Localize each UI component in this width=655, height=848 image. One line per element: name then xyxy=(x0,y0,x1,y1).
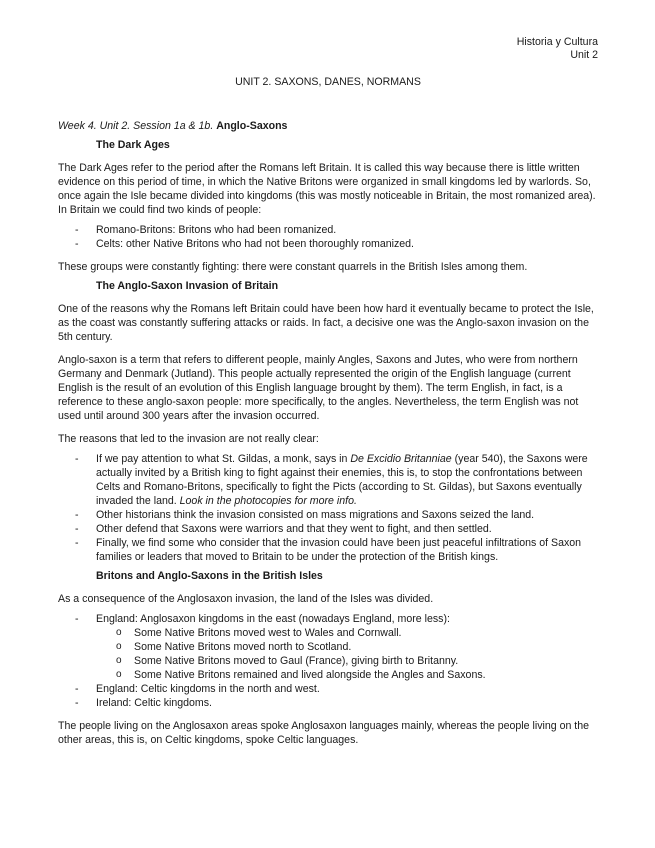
list-item-text: Ireland: Celtic kingdoms. xyxy=(96,697,212,709)
list-item xyxy=(58,223,598,237)
invasion-paragraph-3: The reasons that led to the invasion are not really clear: xyxy=(58,433,319,445)
sub-list-item-text: Some Native Britons remained and lived alongside the Angles and Saxons. xyxy=(134,669,486,681)
circle-marker: o xyxy=(116,655,122,666)
dark-ages-paragraph-1: The Dark Ages refer to the period after the Romans left Britain. It is called this way because there is little written evidence on this period of time, in which the Native Britons were organized in small kingdoms led by warlords. So, once again the Isle became divided into kingdoms (this was mostly noticeable in Britain, the most romanized area). In Britain we could find two kinds of people: xyxy=(58,162,596,216)
people-list xyxy=(58,223,598,251)
dash-marker: - xyxy=(75,523,79,535)
dash-marker: - xyxy=(75,697,79,709)
reason-text-a: If we pay attention to what St. Gildas, a monk, says in xyxy=(96,453,351,465)
heading-invasion: The Anglo-Saxon Invasion of Britain xyxy=(96,280,279,292)
reasons-list xyxy=(58,452,598,564)
sub-list-item-text: Some Native Britons moved north to Scotland. xyxy=(134,641,352,653)
heading-britons: Britons and Anglo-Saxons in the British Isles xyxy=(96,570,323,582)
session-topic: Anglo-Saxons xyxy=(216,120,288,132)
page-header xyxy=(58,36,598,62)
photocopies-note: Look in the photocopies for more info. xyxy=(179,495,357,507)
sub-list-item xyxy=(96,626,598,640)
list-item xyxy=(58,452,598,508)
heading-dark-ages: The Dark Ages xyxy=(96,139,170,151)
list-item xyxy=(58,682,598,696)
circle-marker: o xyxy=(116,641,122,652)
dash-marker: - xyxy=(75,453,79,465)
dash-marker: - xyxy=(75,683,79,695)
list-item xyxy=(58,696,598,710)
dark-ages-paragraph-2: These groups were constantly fighting: there were constant quarrels in the British Isles among them. xyxy=(58,261,528,273)
britons-paragraph-1: As a consequence of the Anglosaxon invasion, the land of the Isles was divided. xyxy=(58,593,434,605)
dash-marker: - xyxy=(75,224,79,236)
list-item xyxy=(58,522,598,536)
list-item-text: England: Anglosaxon kingdoms in the east (nowadays England, more less): xyxy=(96,613,450,625)
header-course: Historia y Cultura xyxy=(516,36,598,48)
document-title: UNIT 2. SAXONS, DANES, NORMANS xyxy=(235,76,421,88)
header-unit: Unit 2 xyxy=(570,49,598,61)
dash-marker: - xyxy=(75,238,79,250)
list-item-text: Celts: other Native Britons who had not been thoroughly romanized. xyxy=(96,238,414,250)
list-item xyxy=(58,237,598,251)
invasion-paragraph-2: Anglo-saxon is a term that refers to different people, mainly Angles, Saxons and Jutes, who were from northern Germany and Denmark (Jutland). This people actually represented the origin of the English language (current English is the result of an evolution of this English language brought by them). The term English, in fact, is a reference to these anglo-saxon people: more specifically, to the angles. Nevertheless, the term English was not used until around 300 years after the invasion occurred. xyxy=(58,354,579,422)
list-item xyxy=(58,536,598,564)
sub-list xyxy=(96,626,598,682)
list-item-text: Other defend that Saxons were warriors and that they went to fight, and then settled. xyxy=(96,523,492,535)
document-page xyxy=(58,36,598,747)
sub-list-item xyxy=(96,654,598,668)
dash-marker: - xyxy=(75,509,79,521)
list-item-text: Other historians think the invasion consisted on mass migrations and Saxons seized the land. xyxy=(96,509,535,521)
circle-marker: o xyxy=(116,669,122,680)
reason-text-c: (year 540), the Saxons were actually invited by a British king to fight against their enemies, this is, to stop the confrontations between Celts and Romano-Britons, specifically to fight the Picts (according to St. Gildas), but Saxons eventually invaded the land. xyxy=(96,453,588,507)
list-item xyxy=(58,612,598,682)
list-item xyxy=(58,508,598,522)
session-line xyxy=(58,119,598,133)
dash-marker: - xyxy=(75,537,79,549)
list-item-text: England: Celtic kingdoms in the north and west. xyxy=(96,683,320,695)
circle-marker: o xyxy=(116,627,122,638)
list-item-text: Romano-Britons: Britons who had been romanized. xyxy=(96,224,337,236)
sub-list-item xyxy=(96,640,598,654)
dash-marker: - xyxy=(75,613,79,625)
sub-list-item-text: Some Native Britons moved to Gaul (France), giving birth to Britanny. xyxy=(134,655,459,667)
list-item-text: Finally, we find some who consider that the invasion could have been just peaceful infiltrations of Saxon families or leaders that moved to Britain to be under the protection of the British kings. xyxy=(96,537,582,563)
invasion-paragraph-1: One of the reasons why the Romans left Britain could have been how hard it eventually became to protect the Isle, as the coast was constantly suffering attacks or raids. In fact, a decisive one was the Anglo-saxon invasion on the 5th century. xyxy=(58,303,594,343)
sub-list-item-text: Some Native Britons moved west to Wales and Cornwall. xyxy=(134,627,402,639)
division-list xyxy=(58,612,598,710)
book-title: De Excidio Britanniae xyxy=(350,453,452,465)
sub-list-item xyxy=(96,668,598,682)
session-prefix: Week 4. Unit 2. Session 1a & 1b. xyxy=(58,120,217,132)
britons-paragraph-2: The people living on the Anglosaxon areas spoke Anglosaxon languages mainly, whereas the people living on the other areas, this is, on Celtic kingdoms, spoke Celtic languages. xyxy=(58,720,590,746)
